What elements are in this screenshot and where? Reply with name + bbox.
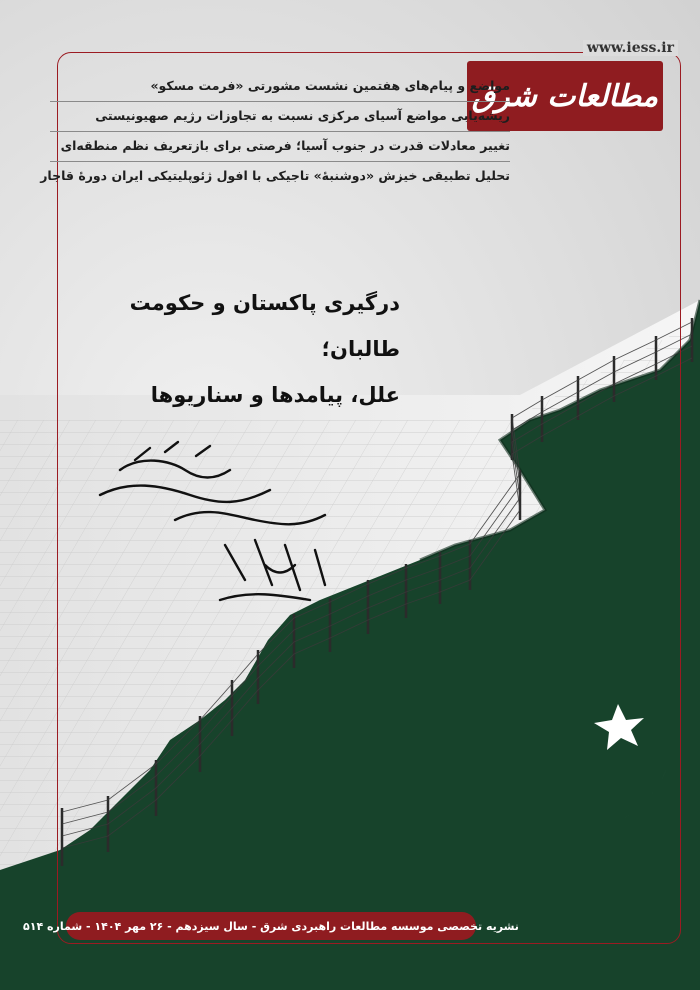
logo-text: مطالعات شرق [471, 78, 659, 114]
headline-item[interactable]: ریشه‌یابی مواضع آسیای مرکزی نسبت به تجاوزات رژیم صهیونیستی [50, 102, 510, 132]
headline-item[interactable]: تحلیل تطبیقی خیزش «دوشنبهٔ» تاجیکی با افول ژئوپلیتیکی ایران دورهٔ قاجار [40, 168, 510, 183]
main-title-line-2: علل، پیامدها و سناریوها [150, 383, 400, 407]
site-url[interactable]: www.iess.ir [583, 40, 678, 56]
main-title-line-1: درگیری پاکستان و حکومت طالبان؛ [129, 291, 400, 361]
issue-info-bar [23, 912, 519, 940]
issue-info-text: نشریه تخصصی موسسه مطالعات راهبردی شرق - سال سیزدهم - ۲۶ مهر ۱۴۰۴ - شماره ۵۱۴ [23, 919, 519, 933]
main-title [70, 280, 400, 418]
headline-item[interactable]: مواضع و پیام‌های هفتمین نشست مشورتی «فرمت مسکو» [50, 72, 510, 102]
headline-item[interactable]: تغییر معادلات قدرت در جنوب آسیا؛ فرصتی برای بازتعریف نظم منطقه‌ای [50, 132, 510, 162]
headline-list [40, 72, 510, 191]
